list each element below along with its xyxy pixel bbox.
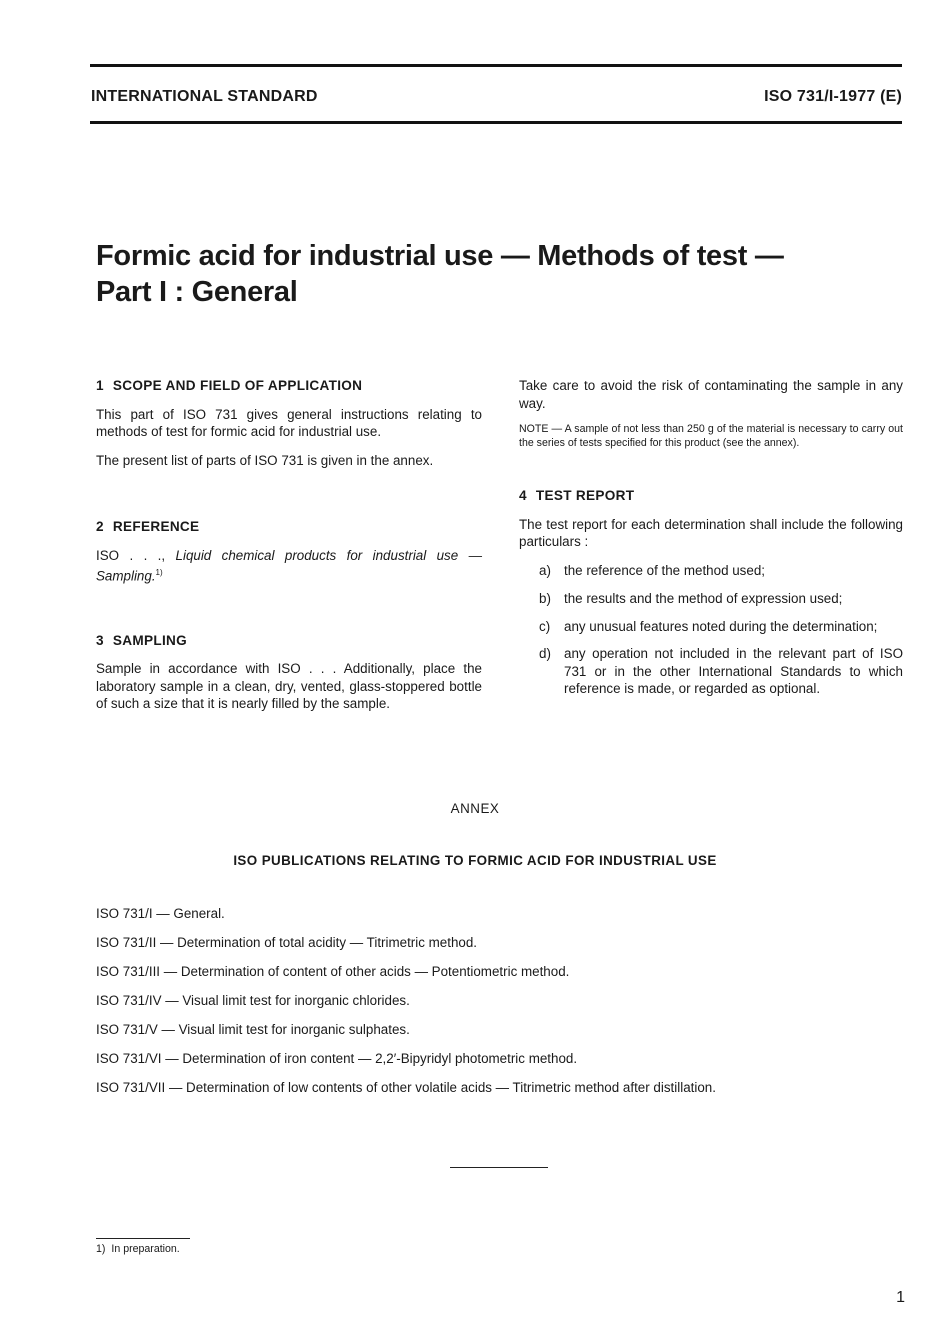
sampling-caution: Take care to avoid the risk of contaminating the sample in any way.	[519, 378, 903, 411]
section-heading-text: REFERENCE	[112, 519, 200, 534]
page-number: 1	[896, 1289, 905, 1306]
standard-number: ISO 731/I-1977 (E)	[764, 88, 902, 105]
report-intro: The test report for each determination shall include the following particulars :	[519, 516, 903, 549]
reference-citation	[96, 547, 482, 585]
document-title	[96, 238, 784, 310]
footnote-mark: 1)	[96, 1243, 106, 1255]
end-of-text-rule	[450, 1167, 548, 1168]
footnote-text: In preparation.	[111, 1243, 180, 1255]
list-item-label: b)	[539, 591, 551, 606]
report-list-item	[539, 645, 903, 698]
publication-item: ISO 731/I — General.	[96, 906, 225, 921]
sampling-note: NOTE — A sample of not less than 250 g of the material is necessary to carry out the series of tests specified for this product (see the annex).	[519, 423, 903, 449]
annex-title: ISO PUBLICATIONS RELATING TO FORMIC ACID FOR INDUSTRIAL USE	[233, 853, 717, 868]
publication-item: ISO 731/III — Determination of content of other acids — Potentiometric method.	[96, 964, 570, 979]
scope-parts-paragraph: The present list of parts of ISO 731 is given in the annex.	[96, 452, 434, 468]
report-list-item	[539, 562, 903, 580]
footnote	[96, 1243, 180, 1255]
footnote-marker: 1)	[155, 568, 163, 577]
left-column	[96, 377, 482, 713]
list-item-label: d)	[539, 646, 551, 661]
section-heading-text: SCOPE AND FIELD OF APPLICATION	[112, 378, 363, 393]
section-reference-heading	[96, 518, 482, 536]
section-sampling-heading	[96, 632, 482, 650]
title-line-1: Formic acid for industrial use — Methods of test —	[96, 240, 784, 272]
annex-label: ANNEX	[450, 801, 500, 816]
publication-item: ISO 731/VII — Determination of low contents of other volatile acids — Titrimetric method after distillation.	[96, 1080, 716, 1095]
publication-item: ISO 731/II — Determination of total acidity — Titrimetric method.	[96, 935, 478, 950]
report-list-item	[539, 618, 903, 636]
reference-prefix: ISO . . .,	[96, 547, 166, 563]
list-item-text: the results and the method of expression used;	[564, 591, 843, 606]
reference-title: Liquid chemical products for industrial use — Sampling.	[96, 547, 482, 584]
right-column	[519, 377, 903, 698]
section-heading-text: TEST REPORT	[535, 488, 635, 503]
section-number: 1	[96, 378, 104, 393]
publication-item: ISO 731/V — Visual limit test for inorganic sulphates.	[96, 1022, 410, 1037]
footnote-rule	[96, 1238, 190, 1239]
publication-item: ISO 731/VI — Determination of iron content — 2,2′-Bipyridyl photometric method.	[96, 1051, 578, 1066]
header-top-rule	[90, 64, 902, 67]
list-item-text: the reference of the method used;	[564, 562, 765, 578]
list-item-label: a)	[539, 562, 551, 578]
title-line-2: Part I : General	[96, 276, 298, 308]
report-list-item	[539, 590, 903, 608]
section-number: 4	[519, 488, 527, 503]
sampling-paragraph: Sample in accordance with ISO . . . Additionally, place the laboratory sample in a clean, dry, vented, glass-stoppered bottle of such a size that it is nearly filled by the sample.	[96, 661, 482, 712]
scope-paragraph: This part of ISO 731 gives general instructions relating to methods of test for formic acid for industrial use.	[96, 406, 482, 439]
header-bottom-rule	[90, 121, 902, 124]
list-item-text: any operation not included in the relevant part of ISO 731 or in the other International Standards to which reference is made, or regarded as optional.	[564, 646, 903, 696]
list-item-label: c)	[539, 618, 551, 634]
publication-item: ISO 731/IV — Visual limit test for inorganic chlorides.	[96, 993, 410, 1008]
list-item-text: any unusual features noted during the determination;	[564, 618, 878, 634]
document-type: INTERNATIONAL STANDARD	[91, 88, 318, 105]
section-number: 2	[96, 519, 104, 534]
publication-list	[96, 906, 716, 1109]
section-number: 3	[96, 632, 104, 648]
section-scope-heading	[96, 377, 482, 395]
section-report-heading	[519, 487, 903, 505]
section-heading-text: SAMPLING	[112, 632, 188, 648]
